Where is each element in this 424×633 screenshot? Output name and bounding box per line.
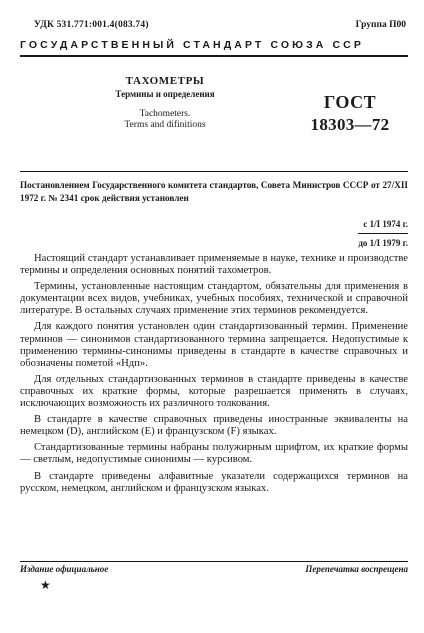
gost-designation [300,90,400,136]
title-english-line-2: Terms and difinitions [124,120,206,130]
subtitle-russian: Термины и определения [115,89,215,99]
gost-label: ГОСТ [323,92,377,112]
udc-code: УДК 531.771:001.4(083.74) [34,20,149,30]
body-paragraph: Термины, установленные настоящим стандартом, обязательны для применения в документации всех видов, учебниках, учебных пособиях, технической и справочной литературе. В остальных случаях применение этих терминов рекомендуется. [20,281,408,317]
body-paragraph: Стандартизованные термины набраны полужирным шрифтом, их краткие формы — светлым, недопустимые синонимы — курсивом. [20,442,408,466]
official-edition-label: Издание официальное [20,564,109,574]
title-russian: ТАХОМЕТРЫ [125,75,205,87]
body-paragraph: В стандарте приведены алфавитные указатели содержащихся терминов на русском, немецком, английском и французском языках. [20,470,408,494]
group-code: Группа П00 [355,20,406,30]
validity-dates [358,216,408,251]
title-rule [20,171,408,172]
body-text [20,253,408,499]
valid-to-date: до 1/I 1979 г. [358,233,408,251]
gost-number: 18303—72 [310,115,390,134]
valid-from-date: с 1/I 1974 г. [363,219,408,229]
title-english-line-1: Tachometers. [139,109,191,119]
header-rule [20,55,408,57]
title-english [50,109,280,131]
body-paragraph: Настоящий стандарт устанавливает применяемые в науке, технике и производстве термины и определения основных понятий тахометров. [20,253,408,277]
state-standard-banner: ГОСУДАРСТВЕННЫЙ СТАНДАРТ СОЮЗА ССР [20,39,364,51]
body-paragraph: В стандарте в качестве справочных приведены иностранные эквиваленты на немецком (D), английском (E) и французском (F) языках. [20,414,408,438]
reprint-prohibited-label: Перепечатка воспрещена [305,564,408,574]
title-block [50,75,280,131]
body-paragraph: Для отдельных стандартизованных терминов в стандарте приведены в качестве справочных их краткие формы, которые разрешается применять в случаях, исключающих возможность их различного толкования. [20,373,408,410]
decree-statement: Постановлением Государственного комитета стандартов, Совета Министров СССР от 27/XII 1972 г. № 2341 срок действия установлен [20,180,408,203]
star-icon: ★ [40,578,51,592]
body-paragraph: Для каждого понятия установлен один стандартизованный термин. Применение терминов — синонимов стандартизованного термина запрещается. Недопустимые к применению термины-синонимы приведены в стандарте в качестве справочных и обозначены пометой «Ндп». [20,321,408,369]
footer-rule [20,561,408,562]
